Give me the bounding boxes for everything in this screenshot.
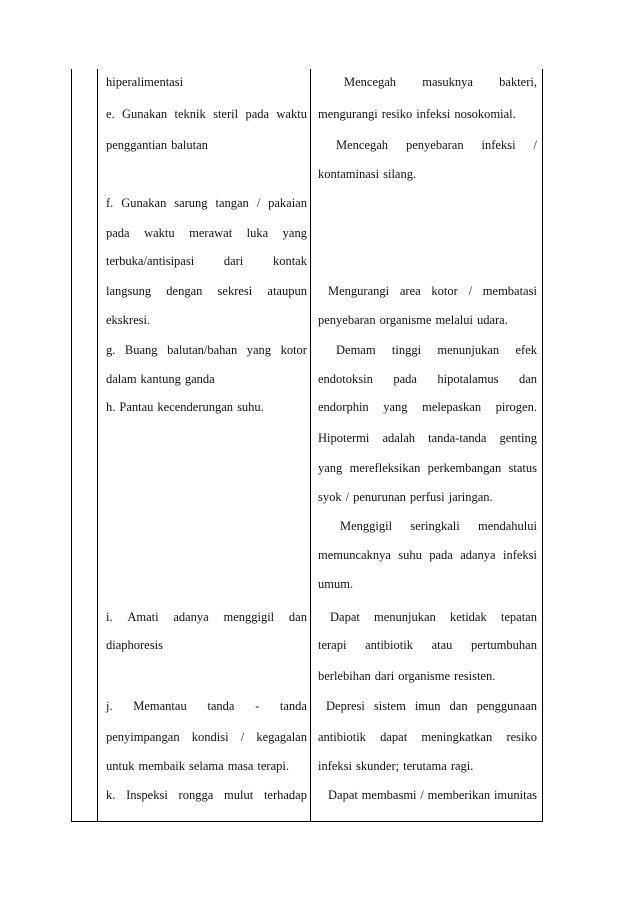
table-border-left (71, 69, 72, 822)
word: e. (106, 107, 115, 121)
word: endotoksin (318, 372, 373, 386)
word: resiko (506, 730, 537, 744)
word: infeksi (502, 548, 537, 562)
rationale-line (318, 547, 537, 563)
intervention-line (106, 283, 307, 299)
word: organisme (398, 669, 451, 683)
word: bakteri, (499, 75, 537, 89)
word: / (420, 788, 424, 802)
rationale-line (326, 698, 537, 714)
rationale-line (318, 430, 537, 446)
word: resisten. (454, 669, 496, 683)
word: tanda-tanda (428, 431, 487, 445)
word: antibiotik (365, 638, 413, 652)
word: kantung (140, 372, 181, 386)
word: / (533, 138, 537, 152)
word: mulut (224, 788, 254, 802)
word: Amati (127, 610, 159, 624)
word: ataupun (267, 284, 307, 298)
word: j. (106, 699, 113, 713)
word: Inspeksi (126, 788, 168, 802)
word: menunjukan (374, 610, 436, 624)
word: masuknya (422, 75, 473, 89)
word: pirogen. (495, 400, 537, 414)
word: tinggi (391, 343, 422, 357)
word: Memantau (133, 699, 187, 713)
word: Menggigil (340, 519, 393, 533)
intervention-line (106, 637, 307, 653)
word: adanya (460, 548, 496, 562)
word: / (468, 284, 473, 298)
intervention-line (106, 609, 307, 625)
word: terhadap (263, 788, 307, 802)
word: membasmi (361, 788, 417, 802)
word: f. (106, 196, 114, 210)
word: Mencegah (344, 75, 397, 89)
word: kontaminasi (318, 167, 380, 181)
word: Buang (124, 343, 158, 357)
word: nosokomial. (454, 107, 516, 121)
intervention-line (106, 74, 307, 90)
word: menunjukan (437, 343, 500, 357)
word: penurunan (353, 490, 406, 504)
rationale-line (318, 371, 537, 387)
word: genting (499, 431, 537, 445)
rationale-line (318, 576, 537, 592)
word: infeksi (481, 138, 516, 152)
word: efek (515, 343, 537, 357)
word: membaik (138, 759, 185, 773)
word: ragi. (450, 759, 474, 773)
word: pada (429, 548, 453, 562)
word: seringkali (410, 519, 460, 533)
word: ganda (184, 372, 215, 386)
word: dengan (166, 284, 203, 298)
word: dalam (106, 372, 137, 386)
word: Pantau (119, 400, 154, 414)
word: terbuka/antisipasi (106, 254, 195, 268)
word: / (345, 490, 350, 504)
word: Dapat (330, 610, 360, 624)
word: tepatan (500, 610, 537, 624)
word: penggunaan (476, 699, 537, 713)
intervention-line (106, 729, 307, 745)
intervention-line (106, 312, 307, 328)
intervention-line (106, 253, 307, 269)
word: dari (223, 254, 244, 268)
word: i. (106, 610, 113, 624)
word: / (256, 196, 261, 210)
word: sekresi (217, 284, 253, 298)
intervention-line (106, 342, 307, 358)
word: suhu (398, 548, 422, 562)
word: sarung (174, 196, 208, 210)
word: terutama (403, 759, 447, 773)
rationale-line (318, 399, 537, 415)
word: k. (106, 788, 116, 802)
rationale-line (318, 166, 537, 182)
word: infeksi (416, 107, 451, 121)
word: balutan (171, 138, 208, 152)
table-border-bottom (71, 821, 543, 822)
word: dan (449, 699, 468, 713)
word: kecenderungan (157, 400, 234, 414)
rationale-line (336, 137, 537, 153)
word: atau (431, 638, 453, 652)
table-border-right (542, 69, 543, 822)
word: merawat (189, 226, 233, 240)
word: penyebaran (318, 313, 376, 327)
intervention-line (106, 195, 307, 211)
word: - (255, 699, 260, 713)
word: status (508, 461, 537, 475)
word: kondisi (191, 730, 229, 744)
intervention-line (106, 225, 307, 241)
word: imunitas (493, 788, 537, 802)
intervention-line (106, 698, 307, 714)
word: pada (106, 226, 130, 240)
word: hiperalimentasi (106, 75, 184, 89)
word: Mencegah (336, 138, 389, 152)
word: endorphin (318, 400, 369, 414)
word: yang (383, 400, 408, 414)
word: melalui (435, 313, 473, 327)
word: silang. (383, 167, 417, 181)
rationale-line (328, 283, 537, 299)
rationale-line (318, 637, 537, 653)
word: dapat (380, 730, 408, 744)
word: langsung (106, 284, 152, 298)
rationale-line (330, 609, 537, 625)
word: sistem (373, 699, 406, 713)
word: tanda (207, 699, 235, 713)
word: terapi (318, 638, 347, 652)
word: selama (189, 759, 224, 773)
rationale-line (318, 460, 537, 476)
word: g. (106, 343, 116, 357)
rationale-line (318, 489, 537, 505)
word: resiko (381, 107, 413, 121)
word: diaphoresis (106, 638, 163, 652)
word: memberikan (427, 788, 491, 802)
word: berlebihan (318, 669, 371, 683)
word: perkembangan (427, 461, 502, 475)
rationale-line (318, 106, 537, 122)
word: tangan (215, 196, 249, 210)
word: skunder; (356, 759, 400, 773)
word: kegagalan (256, 730, 307, 744)
table-border-col1 (97, 69, 98, 822)
word: umum. (318, 577, 354, 591)
word: memuncaknya (318, 548, 391, 562)
word: Dapat (328, 788, 358, 802)
table-border-col2 (310, 69, 311, 822)
word: Mengurangi (328, 284, 390, 298)
word: merefleksikan (349, 461, 421, 475)
word: kontak (272, 254, 307, 268)
word: balutan/bahan (167, 343, 238, 357)
word: suhu. (237, 400, 264, 414)
word: / (240, 730, 245, 744)
word: adanya (173, 610, 209, 624)
word: penyimpangan (106, 730, 180, 744)
word: jaringan. (448, 490, 493, 504)
word: perfusi (409, 490, 445, 504)
rationale-line (318, 668, 537, 684)
word: masa (227, 759, 254, 773)
word: h. (106, 400, 116, 414)
intervention-line (106, 399, 307, 415)
word: yang (318, 461, 343, 475)
word: ekskresi. (106, 313, 151, 327)
rationale-line (336, 342, 537, 358)
rationale-line (344, 74, 537, 90)
word: pada (393, 372, 417, 386)
word: infeksi (318, 759, 353, 773)
word: yang (246, 343, 272, 357)
word: waktu (144, 226, 175, 240)
word: dan (288, 610, 307, 624)
word: mengurangi (318, 107, 378, 121)
word: yang (282, 226, 307, 240)
word: pertumbuhan (471, 638, 537, 652)
word: kotor (280, 343, 307, 357)
word: rongga (178, 788, 214, 802)
rationale-line (318, 312, 537, 328)
word: waktu (276, 107, 307, 121)
word: pada (245, 107, 270, 121)
word: adalah (382, 431, 416, 445)
rationale-line (328, 787, 537, 803)
word: syok (318, 490, 342, 504)
intervention-line (106, 758, 307, 774)
word: hipotalamus (437, 372, 499, 386)
word: penyebaran (406, 138, 464, 152)
word: terapi. (257, 759, 289, 773)
word: melepaskan (422, 400, 482, 414)
word: menggigil (223, 610, 275, 624)
word: steril (213, 107, 239, 121)
word: untuk (106, 759, 135, 773)
word: organisme (379, 313, 432, 327)
word: dari (374, 669, 395, 683)
intervention-line (106, 371, 307, 387)
word: kotor (431, 284, 458, 298)
word: ketidak (449, 610, 487, 624)
intervention-line (106, 106, 307, 122)
word: imun (414, 699, 441, 713)
word: udara. (476, 313, 508, 327)
intervention-line (106, 787, 307, 803)
word: luka (246, 226, 269, 240)
word: pakaian (268, 196, 307, 210)
word: penggantian (106, 138, 168, 152)
word: Depresi (326, 699, 365, 713)
word: Gunakan (122, 107, 168, 121)
rationale-line (340, 518, 537, 534)
word: mendahului (477, 519, 537, 533)
word: area (399, 284, 421, 298)
word: membatasi (482, 284, 537, 298)
word: meningkatkan (421, 730, 493, 744)
word: Gunakan (121, 196, 167, 210)
word: dan (518, 372, 537, 386)
rationale-line (318, 758, 537, 774)
rationale-line (318, 729, 537, 745)
word: antibiotik (318, 730, 366, 744)
word: Hipotermi (318, 431, 370, 445)
word: Demam (336, 343, 376, 357)
word: teknik (174, 107, 206, 121)
intervention-line (106, 137, 307, 153)
word: tanda (279, 699, 307, 713)
